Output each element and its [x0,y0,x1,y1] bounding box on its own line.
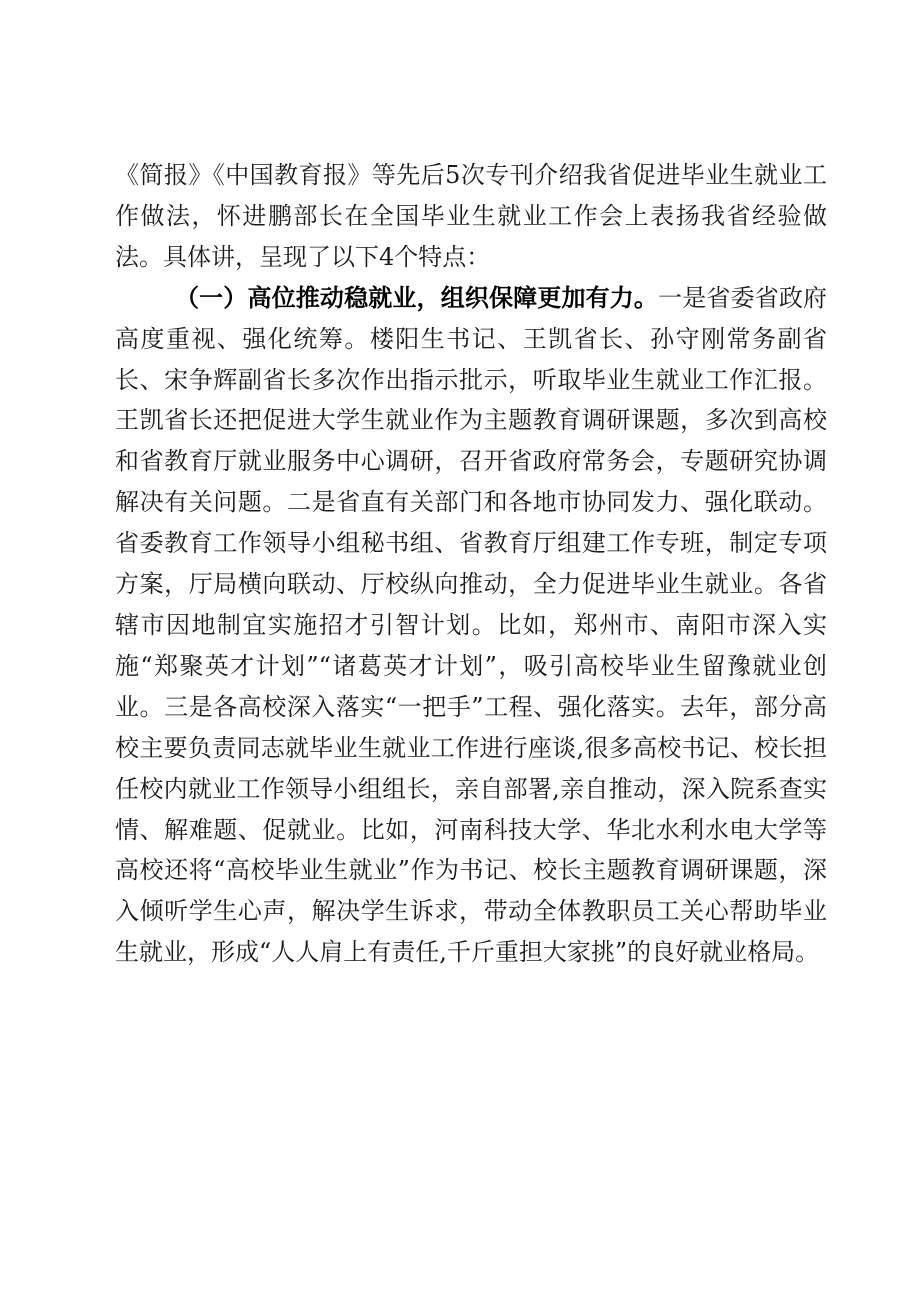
section-one-body: 一是省委省政府高度重视、强化统筹。楼阳生书记、王凯省长、孙守刚常务副省长、宋争辉副省长多次作出指示批示，听取毕业生就业工作汇报。王凯省长还把促进大学生就业作为主题教育调研课题，多次到高校和省教育厅就业服务中心调研，召开省政府常务会，专题研究协调解决有关问题。二是省直有关部门和各地市协同发力、强化联动。省委教育工作领导小组秘书组、省教育厅组建工作专班，制定专项方案，厅局横向联动、厅校纵向推动，全力促进毕业生就业。各省辖市因地制宜实施招才引智计划。比如，郑州市、南阳市深入实施“郑聚英才计划”“诸葛英才计划”，吸引高校毕业生留豫就业创业。三是各高校深入落实“一把手”工程、强化落实。去年，部分高校主要负责同志就毕业生就业工作进行座谈,很多高校书记、校长担任校内就业工作领导小组组长，亲自部署,亲自推动，深入院系查实情、解难题、促就业。比如，河南科技大学、华北水利水电大学等高校还将“高校毕业生就业”作为书记、校长主题教育调研课题，深入倾听学生心声，解决学生诉求，带动全体教职员工关心帮助毕业生就业，形成“人人肩上有责任,千斤重担大家挑”的良好就业格局。 [115,283,828,967]
section-one-heading: （一）高位推动稳就业，组织保障更加有力。 [175,283,659,312]
section-one-paragraph [115,278,827,973]
intro-paragraph: 《简报》《中国教育报》等先后5次专刊介绍我省促进毕业生就业工作做法，怀进鹏部长在全国毕业生就业工作会上表扬我省经验做法。具体讲，呈现了以下4个特点： [115,161,827,271]
document-body [115,155,827,973]
